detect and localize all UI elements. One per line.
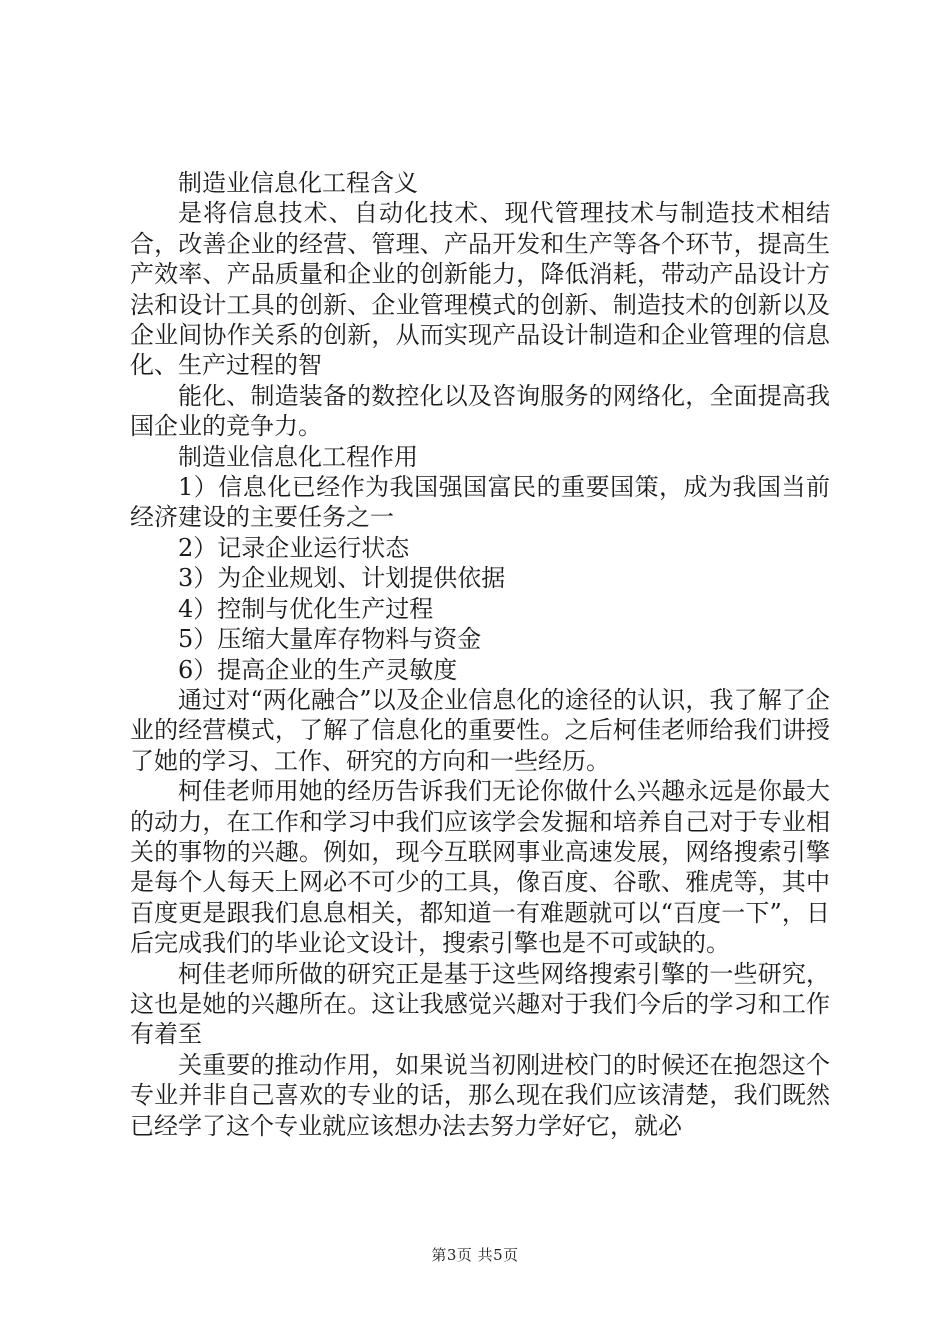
document-body [130,168,830,1141]
body-paragraph: 能化、制造装备的数控化以及咨询服务的网络化，全面提高我国企业的竞争力。 [130,381,830,441]
list-item: 4）控制与优化生产过程 [178,594,434,623]
list-item: 1）信息化已经作为我国强国富民的重要国策，成为我国当前经济建设的主要任务之一 [130,473,830,532]
body-paragraph: 是将信息技术、自动化技术、现代管理技术与制造技术相结合，改善企业的经营、管理、产品开发和生产等各个环节，提高生产效率、产品质量和企业的创新能力，降低消耗，带动产品设计方法和设计工具的创新、企业管理模式的创新、制造技术的创新以及企业间协作关系的创新，从而实现产品设计制造和企业管理的信息化、生产过程的智 [130,199,830,380]
body-paragraph: 柯佳老师用她的经历告诉我们无论你做什么兴趣永远是你最大的动力，在工作和学习中我们应该学会发掘和培养自己对于专业相关的事物的兴趣。例如，现今互联网事业高速发展，网络搜索引擎是每个人每天上网必不可少的工具，像百度、谷歌、雅虎等，其中百度更是跟我们息息相关，都知道一有难题就可以“百度一下”，日后完成我们的毕业论文设计，搜索引擎也是不可或缺的。 [130,777,830,958]
body-paragraph: 关重要的推动作用，如果说当初刚进校门的时候还在抱怨这个专业并非自己喜欢的专业的话，那么现在我们应该清楚，我们既然已经学了这个专业就应该想办法去努力学好它，就必 [130,1050,830,1140]
list-item: 6）提高企业的生产灵敏度 [178,655,458,684]
list-item: 2）记录企业运行状态 [178,533,410,562]
list-item: 5）压缩大量库存物料与资金 [178,625,482,654]
page-number-footer: 第3页 共5页 [431,1246,519,1264]
section-heading: 制造业信息化工程作用 [178,442,418,471]
list-item: 3）为企业规划、计划提供依据 [178,564,506,593]
section-heading: 制造业信息化工程含义 [178,169,418,197]
body-paragraph: 柯佳老师所做的研究正是基于这些网络搜索引擎的一些研究，这也是她的兴趣所在。这让我感觉兴趣对于我们今后的学习和工作有着至 [130,959,830,1049]
body-paragraph: 通过对“两化融合”以及企业信息化的途径的认识，我了解了企业的经营模式，了解了信息化的重要性。之后柯佳老师给我们讲授了她的学习、工作、研究的方向和一些经历。 [130,685,830,775]
